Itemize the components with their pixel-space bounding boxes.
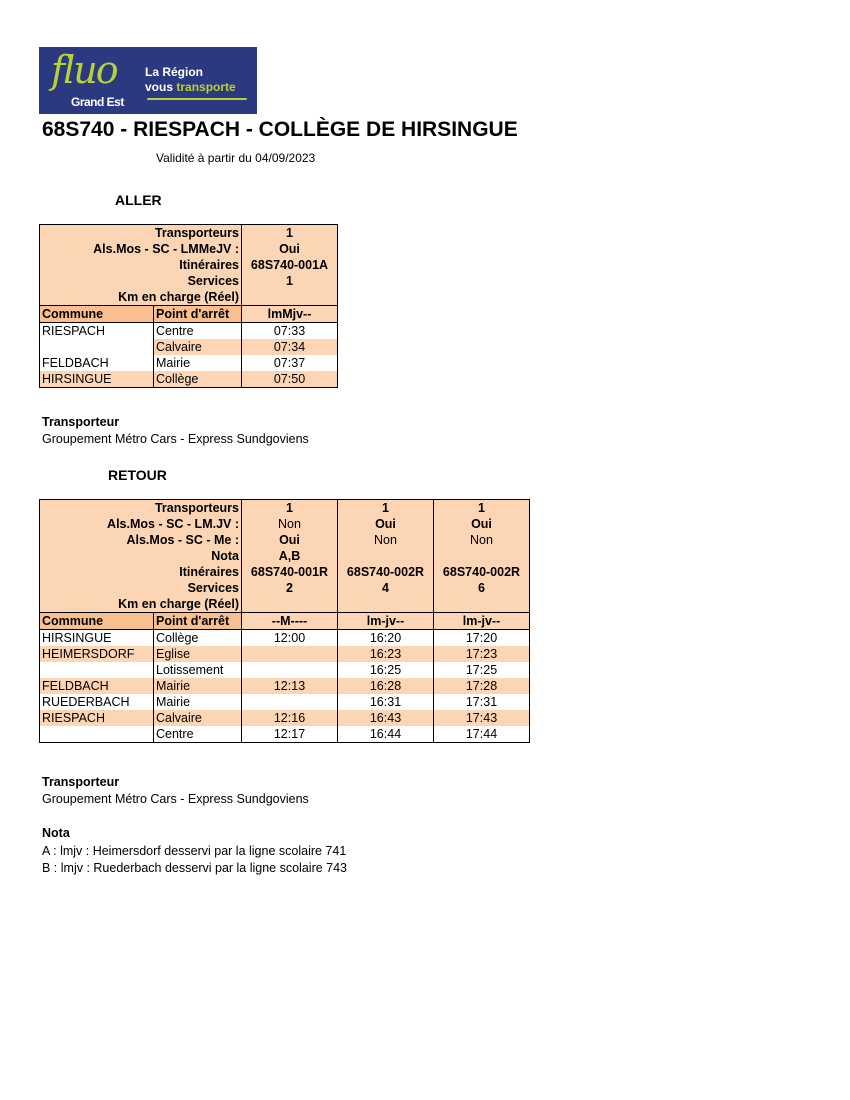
header-value: Non [242, 516, 338, 532]
header-label: Transporteurs [40, 225, 242, 242]
header-row [40, 596, 530, 613]
header-label: Itinéraires [40, 257, 242, 273]
time-cell: 16:20 [338, 630, 434, 647]
logo-swoosh [147, 98, 247, 100]
commune-cell: FELDBACH [40, 678, 154, 694]
header-row [40, 241, 338, 257]
time-cell: 16:25 [338, 662, 434, 678]
table-row [40, 726, 530, 743]
nota-b: B : lmjv : Ruederbach desservi par la ligne scolaire 743 [42, 861, 348, 875]
header-row [40, 548, 530, 564]
col-days: lm-jv-- [338, 613, 434, 630]
stop-cell: Mairie [154, 355, 242, 371]
header-value: 68S740-001A [242, 257, 338, 273]
header-value [338, 596, 434, 613]
stop-cell: Collège [154, 371, 242, 388]
logo-tag2-a: vous [145, 80, 174, 94]
header-value: 1 [242, 500, 338, 517]
time-cell: 16:31 [338, 694, 434, 710]
commune-cell [40, 726, 154, 743]
header-value: 68S740-001R [242, 564, 338, 580]
aller-table [39, 224, 338, 388]
header-row [40, 516, 530, 532]
header-value: 68S740-002R [338, 564, 434, 580]
header-row [40, 564, 530, 580]
time-cell: 16:28 [338, 678, 434, 694]
header-label: Als.Mos - SC - Me : [40, 532, 242, 548]
retour-table [39, 499, 530, 743]
time-cell: 12:16 [242, 710, 338, 726]
column-header-row [40, 613, 530, 630]
page-title: 68S740 - RIESPACH - COLLÈGE DE HIRSINGUE [42, 118, 518, 141]
header-label: Nota [40, 548, 242, 564]
time-cell: 07:37 [242, 355, 338, 371]
time-cell: 17:23 [434, 646, 530, 662]
logo-sub: Grand Est [71, 95, 124, 109]
logo-brand: fluo [51, 48, 117, 92]
table-row [40, 694, 530, 710]
col-days: --M---- [242, 613, 338, 630]
logo-tag2-b: transporte [176, 80, 236, 94]
stop-cell: Eglise [154, 646, 242, 662]
time-cell: 17:28 [434, 678, 530, 694]
header-value [434, 548, 530, 564]
commune-cell [40, 662, 154, 678]
aller-heading: ALLER [115, 192, 162, 208]
table-row [40, 662, 530, 678]
nota-label: Nota [42, 826, 70, 840]
stop-cell: Mairie [154, 694, 242, 710]
header-value: 6 [434, 580, 530, 596]
commune-cell [40, 339, 154, 355]
header-row [40, 532, 530, 548]
table-row [40, 355, 338, 371]
header-value: 1 [338, 500, 434, 517]
nota-a: A : lmjv : Heimersdorf desservi par la ligne scolaire 741 [42, 844, 347, 858]
stop-cell: Lotissement [154, 662, 242, 678]
commune-cell: HIRSINGUE [40, 371, 154, 388]
header-value: Oui [434, 516, 530, 532]
aller-transporteur-label: Transporteur [42, 415, 120, 429]
col-stop: Point d'arrêt [154, 306, 242, 323]
logo-tag2 [145, 81, 236, 94]
time-cell [242, 662, 338, 678]
retour-transporteur: Groupement Métro Cars - Express Sundgoviens [42, 792, 309, 806]
col-stop: Point d'arrêt [154, 613, 242, 630]
table-row [40, 371, 338, 388]
time-cell: 17:20 [434, 630, 530, 647]
header-row [40, 225, 338, 242]
table-row [40, 339, 338, 355]
time-cell: 17:25 [434, 662, 530, 678]
header-value: A,B [242, 548, 338, 564]
commune-cell: FELDBACH [40, 355, 154, 371]
fluo-logo [39, 47, 257, 114]
header-value: 1 [434, 500, 530, 517]
table-row [40, 646, 530, 662]
time-cell: 16:44 [338, 726, 434, 743]
time-cell: 07:34 [242, 339, 338, 355]
header-label: Km en charge (Réel) [40, 289, 242, 306]
aller-transporteur: Groupement Métro Cars - Express Sundgoviens [42, 432, 309, 446]
header-row [40, 500, 530, 517]
header-label: Services [40, 273, 242, 289]
header-value: Oui [242, 532, 338, 548]
time-cell: 17:44 [434, 726, 530, 743]
time-cell [242, 646, 338, 662]
validity-date: Validité à partir du 04/09/2023 [156, 151, 316, 165]
col-commune: Commune [40, 306, 154, 323]
header-value: Non [338, 532, 434, 548]
header-label: Als.Mos - SC - LMMeJV : [40, 241, 242, 257]
header-label: Services [40, 580, 242, 596]
header-value [242, 596, 338, 613]
time-cell: 07:33 [242, 323, 338, 340]
commune-cell: HIRSINGUE [40, 630, 154, 647]
header-label: Transporteurs [40, 500, 242, 517]
time-cell: 12:00 [242, 630, 338, 647]
time-cell [242, 694, 338, 710]
stop-cell: Collège [154, 630, 242, 647]
header-row [40, 273, 338, 289]
time-cell: 16:43 [338, 710, 434, 726]
header-row [40, 580, 530, 596]
commune-cell: RUEDERBACH [40, 694, 154, 710]
header-row [40, 257, 338, 273]
time-cell: 17:31 [434, 694, 530, 710]
stop-cell: Centre [154, 726, 242, 743]
retour-heading: RETOUR [108, 467, 167, 483]
header-label: Km en charge (Réel) [40, 596, 242, 613]
header-value [434, 596, 530, 613]
time-cell: 12:17 [242, 726, 338, 743]
retour-transporteur-label: Transporteur [42, 775, 120, 789]
stop-cell: Centre [154, 323, 242, 340]
header-value: Oui [338, 516, 434, 532]
table-row [40, 678, 530, 694]
time-cell: 16:23 [338, 646, 434, 662]
stop-cell: Calvaire [154, 710, 242, 726]
header-value: 68S740-002R [434, 564, 530, 580]
commune-cell: HEIMERSDORF [40, 646, 154, 662]
header-value [242, 289, 338, 306]
logo-tag1: La Région [145, 65, 204, 79]
time-cell: 07:50 [242, 371, 338, 388]
header-row [40, 289, 338, 306]
header-value: 4 [338, 580, 434, 596]
header-value: 2 [242, 580, 338, 596]
header-label: Als.Mos - SC - LM.JV : [40, 516, 242, 532]
commune-cell: RIESPACH [40, 710, 154, 726]
col-days: lmMjv-- [242, 306, 338, 323]
time-cell: 17:43 [434, 710, 530, 726]
header-value: 1 [242, 225, 338, 242]
col-commune: Commune [40, 613, 154, 630]
commune-cell: RIESPACH [40, 323, 154, 340]
header-label: Itinéraires [40, 564, 242, 580]
time-cell: 12:13 [242, 678, 338, 694]
table-row [40, 710, 530, 726]
column-header-row [40, 306, 338, 323]
stop-cell: Mairie [154, 678, 242, 694]
table-row [40, 630, 530, 647]
col-days: lm-jv-- [434, 613, 530, 630]
stop-cell: Calvaire [154, 339, 242, 355]
header-value: Oui [242, 241, 338, 257]
header-value [338, 548, 434, 564]
header-value: 1 [242, 273, 338, 289]
header-value: Non [434, 532, 530, 548]
table-row [40, 323, 338, 340]
